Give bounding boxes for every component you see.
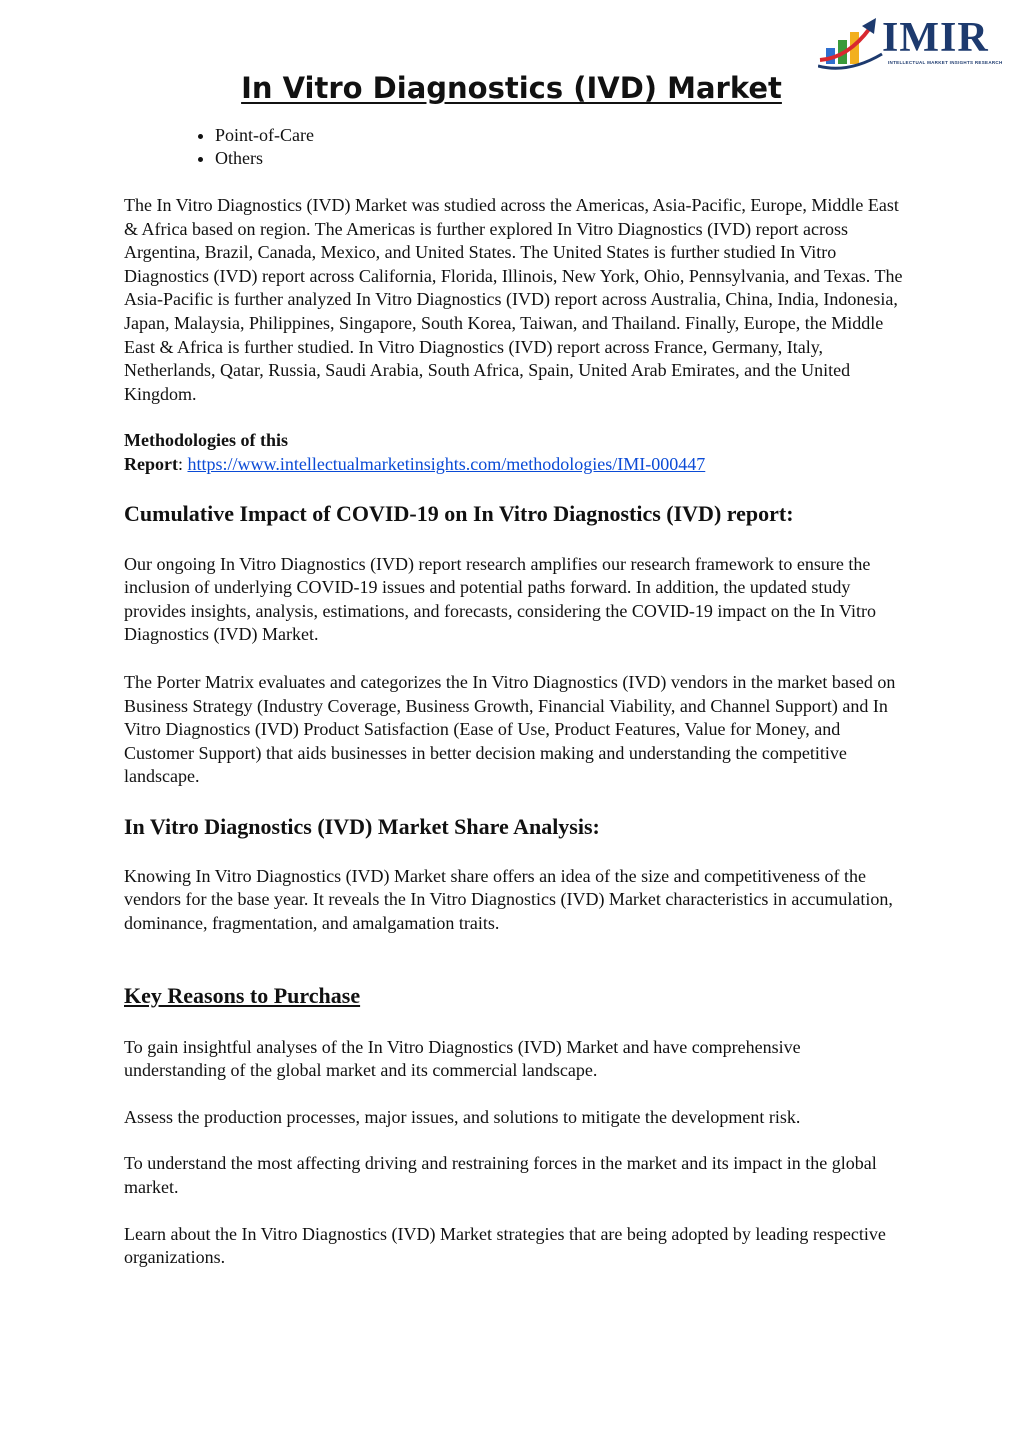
reason-item: Learn about the In Vitro Diagnostics (IVD) Market strategies that are being adopted by leading respective organizations. xyxy=(124,1223,886,1268)
document-title xyxy=(0,68,1023,108)
reasons-heading: Key Reasons to Purchase xyxy=(124,982,361,1008)
logo-wordmark: IMIR xyxy=(882,15,989,61)
share-heading: In Vitro Diagnostics (IVD) Market Share Analysis: xyxy=(124,813,600,839)
bar-chart-arrow-icon xyxy=(818,14,888,74)
list-item: • Others xyxy=(215,147,904,170)
methodology-block xyxy=(124,429,904,476)
covid-heading: Cumulative Impact of COVID-19 on In Vitro Diagnostics (IVD) report: xyxy=(124,500,794,526)
segment-list xyxy=(124,124,904,170)
reason-item: Assess the production processes, major issues, and solutions to mitigate the development risk. xyxy=(124,1106,801,1127)
covid-paragraph: Our ongoing In Vitro Diagnostics (IVD) report research amplifies our research framework to ensure the inclusion of underlying COVID-19 issues and potential paths forward. In addition, the updated study provides insights, analysis, estimations, and forecasts, considering the COVID-19 impact on the In Vitro Diagnostics (IVD) Market. xyxy=(124,553,876,645)
reason-item: To gain insightful analyses of the In Vitro Diagnostics (IVD) Market and have comprehensive understanding of the global market and its commercial landscape. xyxy=(124,1036,801,1081)
methodology-label-line1: Methodologies of this xyxy=(124,430,288,451)
list-item: • Point-of-Care xyxy=(215,124,904,147)
imir-logo xyxy=(818,14,1008,74)
document-body xyxy=(124,124,904,1270)
methodology-separator: : xyxy=(177,453,188,474)
reason-item: To understand the most affecting driving and restraining forces in the market and its impact in the global market. xyxy=(124,1153,877,1198)
share-paragraph: Knowing In Vitro Diagnostics (IVD) Market share offers an idea of the size and competitiveness of the vendors for the base year. It reveals the In Vitro Diagnostics (IVD) Market characteristics in accumulation, dominance, fragmentation, and amalgamation traits. xyxy=(124,865,893,934)
methodology-link[interactable]: https://www.intellectualmarketinsights.com/methodologies/IMI-000447 xyxy=(187,453,706,474)
document-title-text: In Vitro Diagnostics (IVD) Market xyxy=(241,71,782,105)
logo-tagline: INTELLECTUAL MARKET INSIGHTS RESEARCH xyxy=(888,60,1003,65)
region-paragraph: The In Vitro Diagnostics (IVD) Market was studied across the Americas, Asia-Pacific, Europe, Middle East & Africa based on region. The Americas is further explored In Vitro Diagnostics (IVD) report across Argentina, Brazil, Canada, Mexico, and United States. The United States is further studied In Vitro Diagnostics (IVD) report across California, Florida, Illinois, New York, Ohio, Pennsylvania, and Texas. The Asia-Pacific is further analyzed In Vitro Diagnostics (IVD) report across Australia, China, India, Indonesia, Japan, Malaysia, Philippines, Singapore, South Korea, Taiwan, and Thailand. Finally, Europe, the Middle East & Africa is further studied. In Vitro Diagnostics (IVD) report across France, Germany, Italy, Netherlands, Qatar, Russia, Saudi Arabia, South Africa, Spain, United Arab Emirates, and the United Kingdom. xyxy=(124,195,903,404)
porter-paragraph: The Porter Matrix evaluates and categorizes the In Vitro Diagnostics (IVD) vendors in the market based on Business Strategy (Industry Coverage, Business Growth, Financial Viability, and Channel Support) and In Vitro Diagnostics (IVD) Product Satisfaction (Ease of Use, Product Features, Value for Money, and Customer Support) that aids businesses in better decision making and understanding the competitive landscape. xyxy=(124,671,896,787)
methodology-label-line2: Report xyxy=(124,453,178,474)
